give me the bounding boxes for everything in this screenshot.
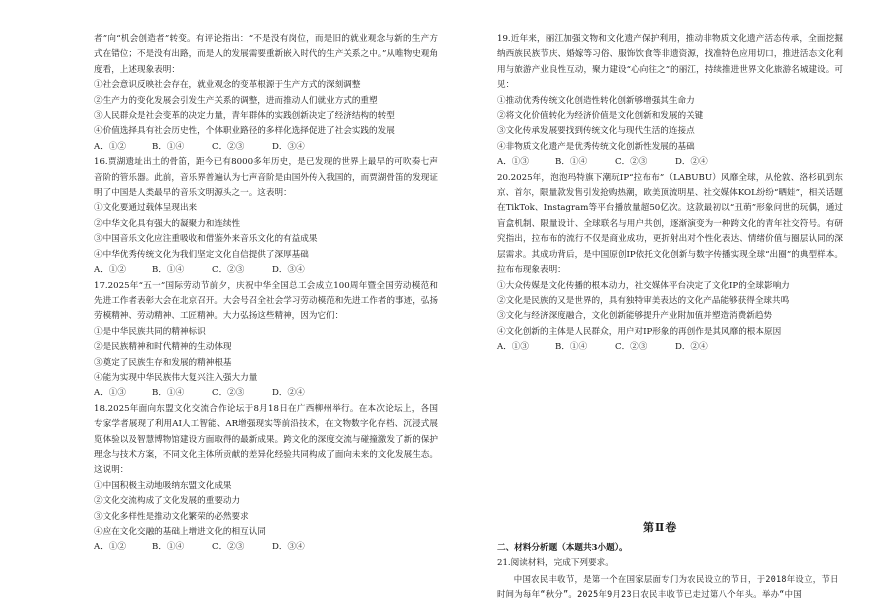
q18-answer-b: B．①④ xyxy=(152,542,185,553)
q16-answers xyxy=(94,263,438,278)
q19-answers xyxy=(497,155,843,170)
q18-answer-d: D．③④ xyxy=(272,542,305,553)
q19-option-1: ①推动优秀传统文化创造性转化创新够增强其生命力 xyxy=(497,95,695,106)
q18-answers xyxy=(94,540,438,555)
q17-option-2: ②是民族精神和时代精神的生动体现 xyxy=(94,342,232,353)
q18-answer-c: C．②③ xyxy=(212,542,245,553)
q15-stem-continuation: 者”向“机会创造者”转变。有评论指出：“不是没有岗位，而是旧的就业观念与新的生产方式在错位；不是没有出路，而是人的发展需要重新嵌入时代的生产关系之中。”从唯物史观角度看，上述现象表明： xyxy=(94,34,438,75)
q15-answer-a: A．①② xyxy=(94,141,126,152)
q20-option-3: ③文化与经济深度融合，文化创新能够提升产业附加值并塑造消费新趋势 xyxy=(497,311,773,322)
q15-answer-b: B．①④ xyxy=(152,141,185,152)
q15-answers xyxy=(94,140,438,155)
volume-heading: 第Ⅱ卷 xyxy=(643,521,678,534)
q17-answer-c: C．②③ xyxy=(212,388,245,399)
q18-stem: 18.2025年面向东盟文化交流合作论坛于8月18日在广西柳州举行。在本次论坛上，各国专家学者展现了利用AI人工智能、AR增强现实等前沿技术，在文物数字化存档、沉浸式展览体验以及智慧博物馆建设方面取得的最新成果。跨文化的深度交流与碰撞激发了新的保护理念与技术方案，不同文化主体所贡献的差异化经验共同构成了面向未来的文化发展生态。这说明： xyxy=(94,403,438,476)
q20-answer-b: B．①④ xyxy=(555,342,588,353)
q20-stem: 20.2025年，泡泡玛特旗下潮玩IP“拉布布”（LABUBU）风靡全球，从伦敦、洛杉矶到东京、首尔，限量款发售引发抢购热潮，欧美顶流明星、社交媒体KOL纷纷“晒娃”，相关话题在TikTok、Instagram等平台播放量超50亿次。这款最初以“丑萌”形象问世的玩偶，通过盲盒机制、限量设计、全球联名与用户共创，逐渐演变为一种跨文化的青年社交符号。有研究指出，拉布布的流行不仅是商业成功，更折射出对个性化表达、情绪价值与圈层认同的深层需求。其成功背后，是中国原创IP依托文化创新与数字传播实现全球“出圈”的典型样本。拉布布现象表明： xyxy=(497,172,843,276)
q19-answer-c: C．②③ xyxy=(615,157,648,168)
q18-option-3: ③文化多样性是推动文化繁荣的必然要求 xyxy=(94,511,249,522)
q20-answer-c: C．②③ xyxy=(615,342,648,353)
q15-answer-c: C．②③ xyxy=(212,141,245,152)
q16-option-2: ②中华文化具有强大的凝聚力和连续性 xyxy=(94,218,241,229)
q19-answer-d: D．②④ xyxy=(675,157,708,168)
q15-option-4: ④价值选择具有社会历史性，个体职业路径的多样化选择促进了社会实践的发展 xyxy=(94,126,395,137)
q19-option-2: ②将文化价值转化为经济价值是文化创新和发展的关键 xyxy=(497,111,704,122)
q16-answer-a: A．①② xyxy=(94,265,126,276)
left-column xyxy=(94,32,438,556)
q20-answer-a: A．①③ xyxy=(497,342,529,353)
q19-stem: 19.近年来，丽江加强文物和文化遗产保护利用，推动非物质文化遗产活态传承，全面挖掘纳西族民族节庆、婚嫁等习俗、服饰饮食等非遗资源，找准特色应用切口，推进活态文化利用与旅游产业良性互动，聚力建设“心向往之”的丽江，持续推进世界文化旅游名城建设。可见： xyxy=(497,34,843,91)
q17-answers xyxy=(94,386,438,401)
q20-answers xyxy=(497,340,843,355)
q17-answer-d: D．②④ xyxy=(272,388,305,399)
q16-option-4: ④中华优秀传统文化为我们坚定文化自信提供了深厚基础 xyxy=(94,249,309,260)
right-column xyxy=(497,32,843,356)
q16-answer-d: D．③④ xyxy=(272,265,305,276)
q15-option-1: ①社会意识反映社会存在，就业观念的变革根源于生产方式的深刻调整 xyxy=(94,80,361,91)
q16-answer-c: C．②③ xyxy=(212,265,245,276)
q17-option-1: ①是中华民族共同的精神标识 xyxy=(94,326,206,337)
q17-option-4: ④能为实现中华民族伟大复兴注入强大力量 xyxy=(94,372,258,383)
q19-option-3: ③文化传承发展要找到传统文化与现代生活的连接点 xyxy=(497,126,695,137)
q15-option-2: ②生产力的变化发展会引发生产关系的调整，进而推动人们就业方式的重塑 xyxy=(94,95,378,106)
q19-answer-a: A．①③ xyxy=(497,157,529,168)
q19-option-4: ④非物质文化遗产是优秀传统文化创新性发展的基础 xyxy=(497,141,695,152)
q17-answer-a: A．①③ xyxy=(94,388,126,399)
q20-option-2: ②文化是民族的又是世界的，具有独特审美表达的文化产品能够获得全球共鸣 xyxy=(497,295,790,306)
q20-answer-d: D．②④ xyxy=(675,342,708,353)
q15-answer-d: D．③④ xyxy=(272,141,305,152)
q20-option-4: ④文化创新的主体是人民群众，用户对IP形象的再创作是其风靡的根本原因 xyxy=(497,326,782,337)
q16-stem: 16.贾湖遗址出土的骨笛，距今已有8000多年历史，是已发现的世界上最早的可吹奏七声音阶的管乐器。此前，音乐界普遍认为七声音阶是由国外传入我国的，而贾湖骨笛的发现证明了中国是人类最早的音乐文明源头之一。这表明： xyxy=(94,157,438,199)
q19-answer-b: B．①④ xyxy=(555,157,588,168)
q16-answer-b: B．①④ xyxy=(152,265,185,276)
q16-option-1: ①文化要通过载体呈现出来 xyxy=(94,203,198,214)
q21-material-text: 中国农民丰收节，是第一个在国家层面专门为农民设立的节日，于2018年设立，节日时间为每年“秋分”。2025年9月23日农民丰收节已走过第八个年头。举办“中国 xyxy=(497,574,839,599)
q21-material xyxy=(497,572,843,602)
q17-answer-b: B．①④ xyxy=(152,388,185,399)
q17-option-3: ③奠定了民族生存和发展的精神根基 xyxy=(94,357,232,368)
q15-option-3: ③人民群众是社会变革的决定力量，青年群体的实践创新决定了经济结构的转型 xyxy=(94,111,395,122)
q20-option-1: ①大众传媒是文化传播的根本动力，社交媒体平台决定了文化IP的全球影响力 xyxy=(497,280,790,291)
section-title: 二、材料分析题（本题共3小题）。 xyxy=(497,543,628,553)
q18-option-4: ④应在文化交融的基础上增进文化的相互认同 xyxy=(94,527,266,537)
q18-answer-a: A．①② xyxy=(94,542,126,553)
q21-stem: 21.阅读材料，完成下列要求。 xyxy=(497,558,614,568)
q16-option-3: ③中国音乐文化应注重吸收和借鉴外来音乐文化的有益成果 xyxy=(94,234,318,245)
q18-option-1: ①中国积极主动地吸纳东盟文化成果 xyxy=(94,480,232,491)
q18-option-2: ②文化交流构成了文化发展的重要动力 xyxy=(94,496,241,507)
q17-stem: 17.2025年“五一”国际劳动节前夕，庆祝中华全国总工会成立100周年暨全国劳动模范和先进工作者表彰大会在北京召开。大会号召全社会学习劳动模范和先进工作者的事迹，弘扬劳模精神、劳动精神、工匠精神。大力弘扬这些精神，因为它们： xyxy=(94,280,438,322)
